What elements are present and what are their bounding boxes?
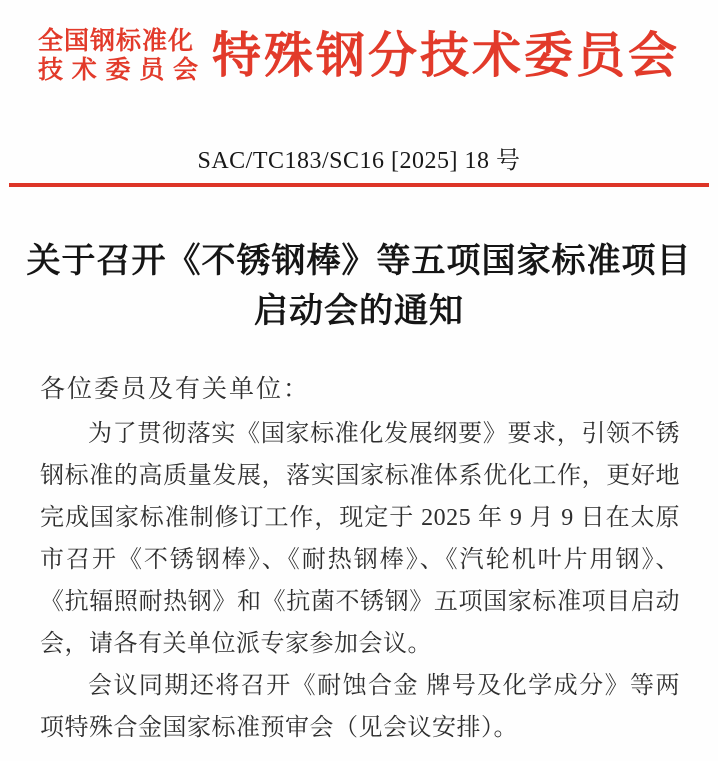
paragraph bbox=[40, 665, 680, 749]
org-name-short-line2: 技术委员会 bbox=[37, 57, 198, 84]
body-line: 钢标准的高质量发展，落实国家标准体系优化工作，更好地 bbox=[40, 463, 680, 489]
notice-body bbox=[0, 375, 718, 749]
document-number: SAC/TC183/SC16 [2025] 18 号 bbox=[197, 148, 521, 174]
org-name-short bbox=[38, 27, 198, 85]
body-line: 为了贯彻落实《国家标准化发展纲要》要求，引领不锈 bbox=[88, 421, 680, 447]
notice-title-line2: 启动会的通知 bbox=[254, 293, 464, 330]
notice-title-line1: 关于召开《不锈钢棒》等五项国家标准项目 bbox=[26, 243, 692, 280]
red-divider bbox=[9, 183, 709, 187]
paragraph bbox=[40, 413, 680, 665]
body-line: 完成国家标准制修订工作，现定于 2025 年 9 月 9 日在太原 bbox=[40, 505, 680, 531]
letterhead bbox=[0, 14, 718, 98]
body-line: 《抗辐照耐热钢》和《抗菌不锈钢》五项国家标准项目启动 bbox=[40, 589, 680, 615]
body-line: 会议同期还将召开《耐蚀合金 牌号及化学成分》等两 bbox=[88, 673, 680, 699]
notice-title bbox=[0, 237, 718, 337]
paragraphs bbox=[40, 413, 680, 749]
org-name-main: 特殊钢分技术委员会 bbox=[211, 28, 680, 83]
body-line: 会，请各有关单位派专家参加会议。 bbox=[40, 631, 432, 657]
salutation: 各位委员及有关单位： bbox=[40, 376, 311, 403]
body-line: 项特殊合金国家标准预审会（见会议安排）。 bbox=[40, 715, 518, 741]
org-name-short-line1: 全国钢标准化 bbox=[37, 28, 194, 55]
body-line: 市召开《不锈钢棒》、《耐热钢棒》、《汽轮机叶片用钢》、 bbox=[40, 547, 680, 573]
